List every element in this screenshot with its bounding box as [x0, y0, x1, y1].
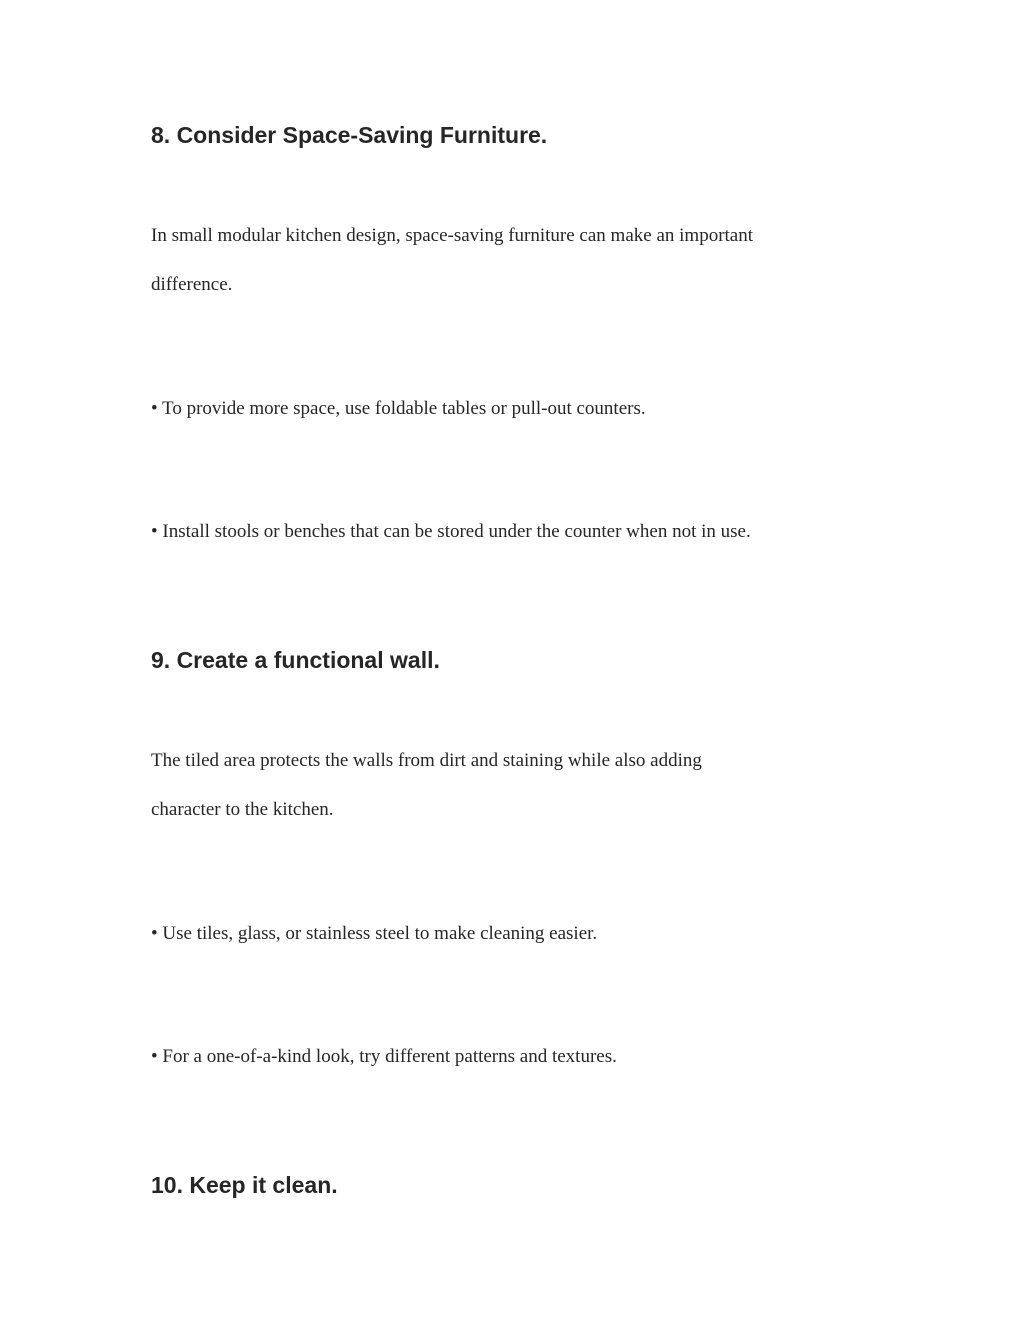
- bullet-item: • For a one-of-a-kind look, try different patterns and textures.: [151, 1046, 617, 1067]
- bullet-item: • To provide more space, use foldable tables or pull-out counters.: [151, 398, 646, 419]
- paragraph-line: difference.: [151, 274, 233, 295]
- section-heading-8: 8. Consider Space-Saving Furniture.: [151, 122, 548, 148]
- section-paragraph-8: [151, 211, 881, 309]
- paragraph-line: The tiled area protects the walls from dirt and staining while also adding: [151, 750, 702, 771]
- section-heading-9: 9. Create a functional wall.: [151, 647, 440, 673]
- section-heading-10: 10. Keep it clean.: [151, 1172, 338, 1198]
- paragraph-line: In small modular kitchen design, space-saving furniture can make an important: [151, 225, 754, 246]
- bullet-item: • Install stools or benches that can be stored under the counter when not in use.: [151, 521, 751, 542]
- bullet-item: • Use tiles, glass, or stainless steel to make cleaning easier.: [151, 923, 598, 944]
- paragraph-line: character to the kitchen.: [151, 799, 334, 820]
- section-paragraph-9: [151, 736, 881, 834]
